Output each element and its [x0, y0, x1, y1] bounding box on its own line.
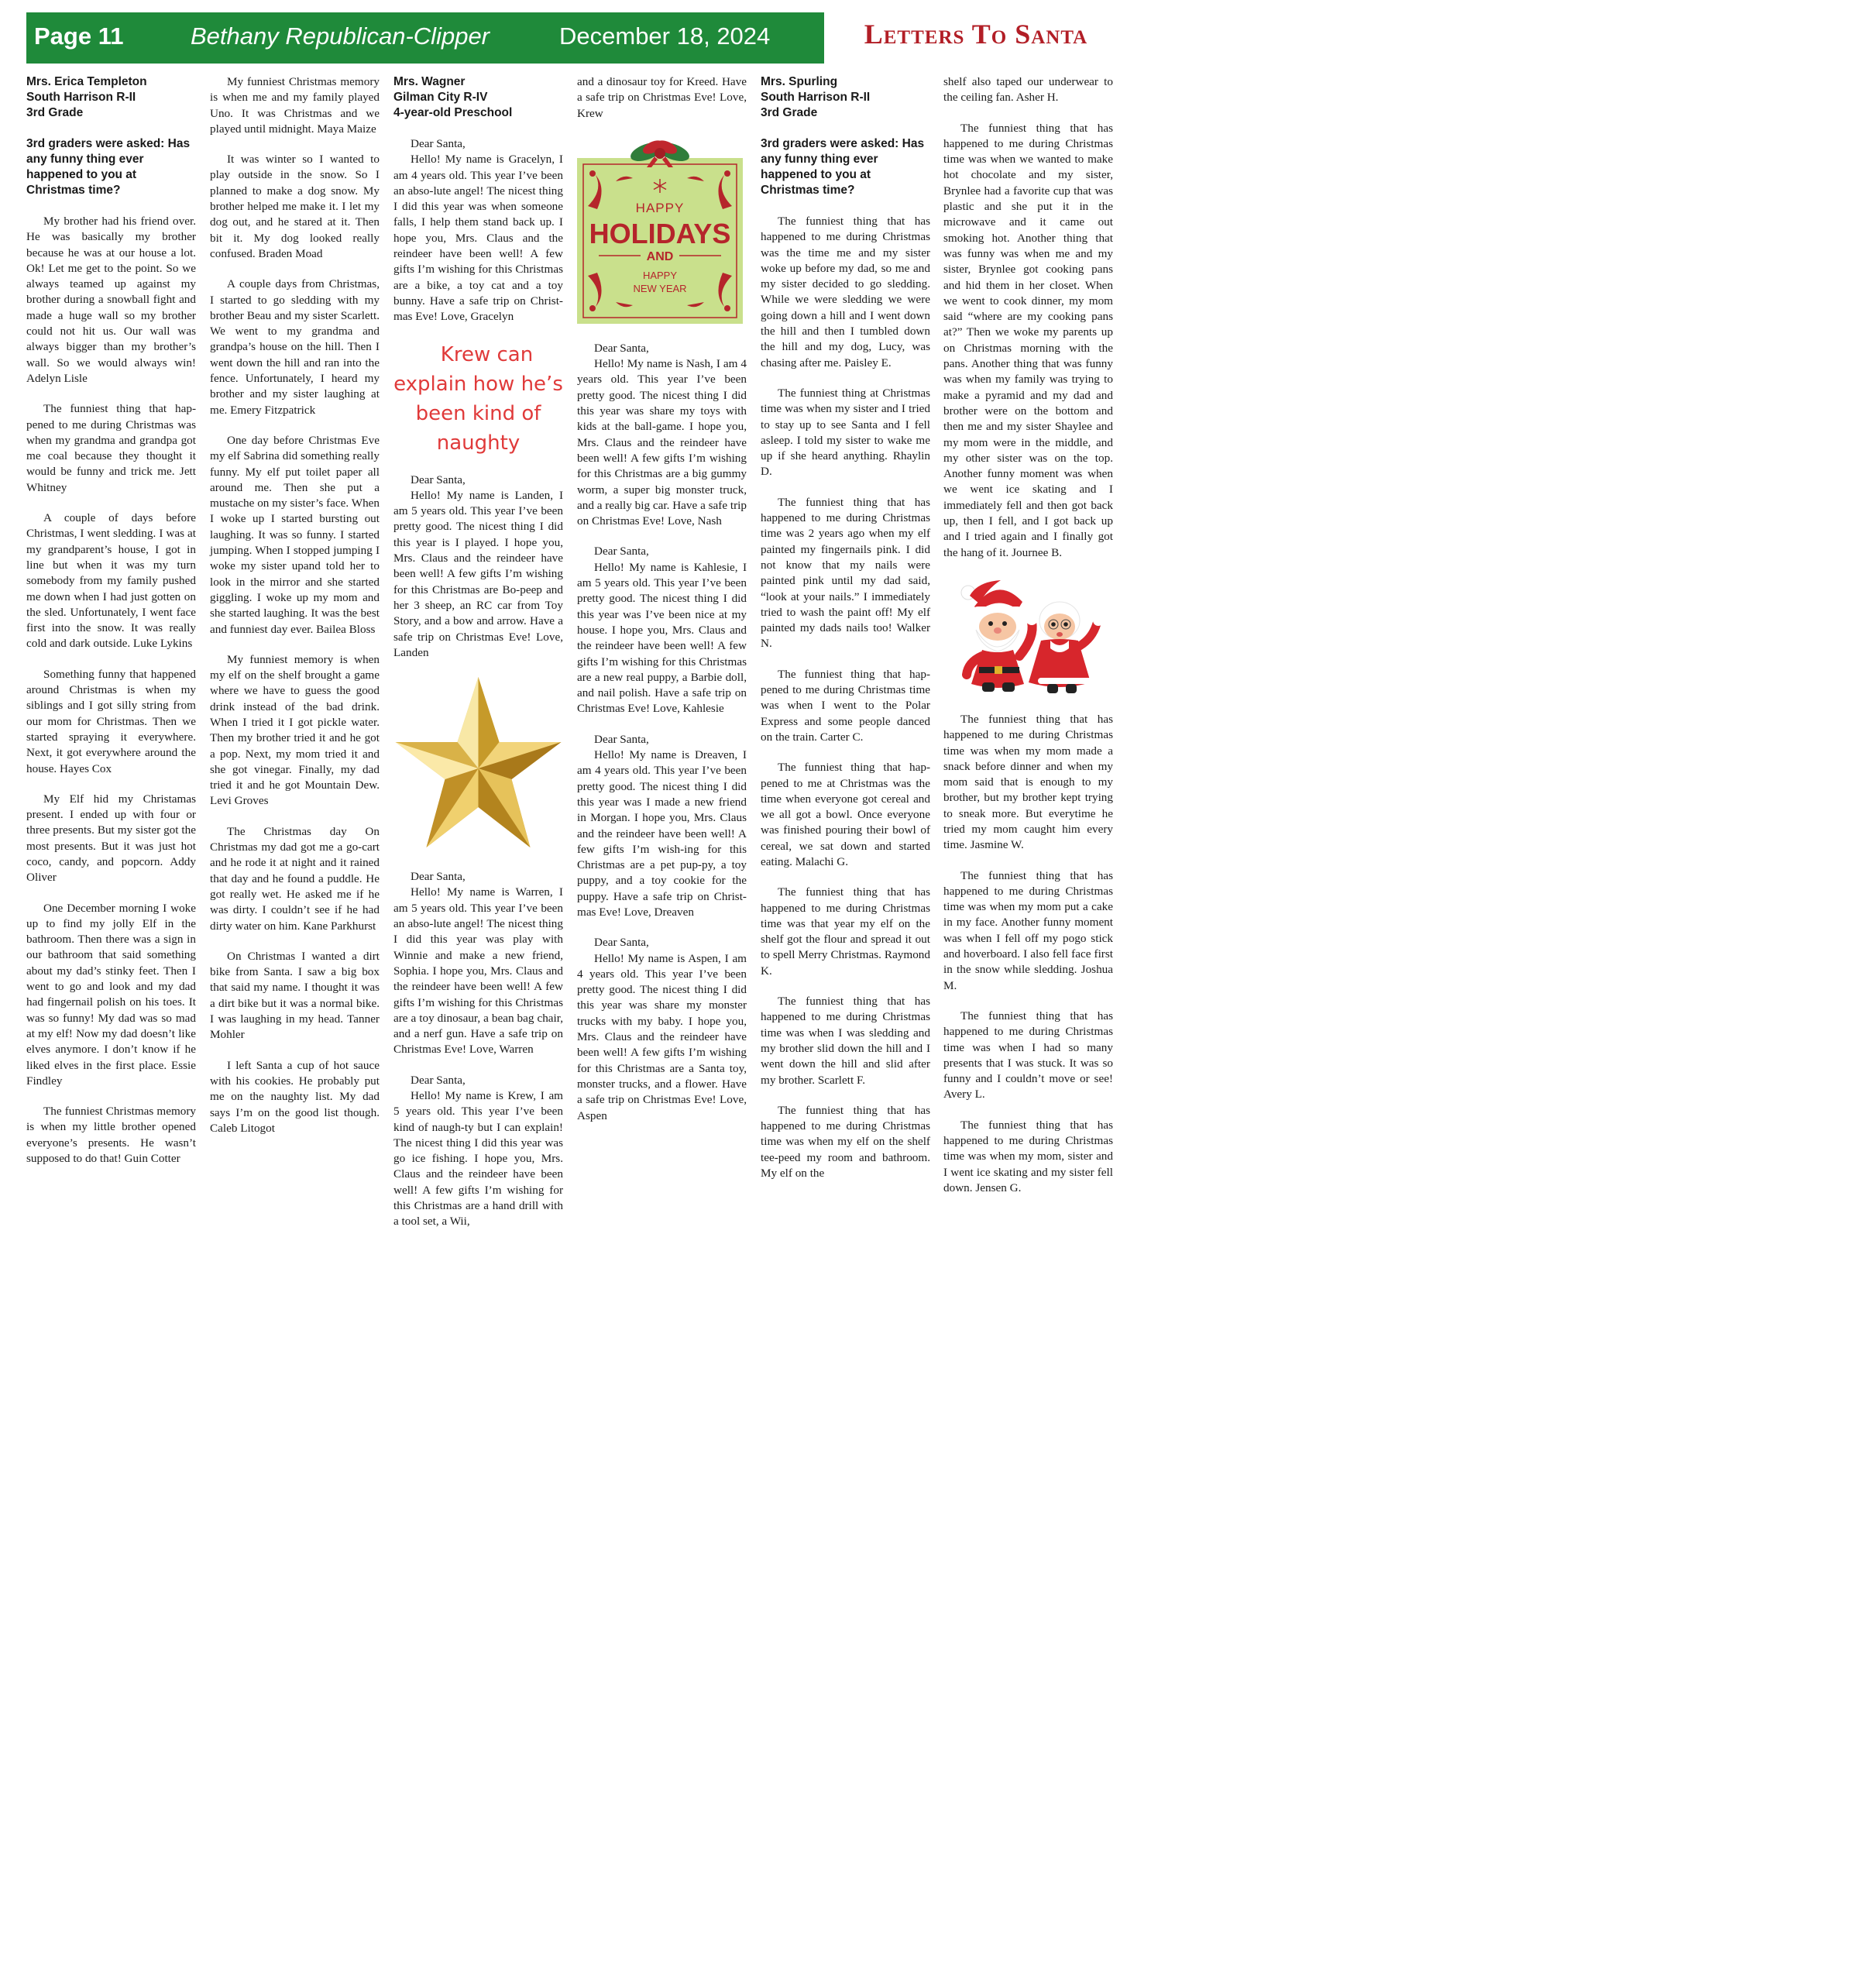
- grade-label: 3rd Grade: [26, 106, 84, 119]
- letter-continuation: shelf also taped our underwear to the ceiling fan. Asher H.: [943, 75, 1113, 105]
- column-4: [577, 74, 747, 1139]
- letter: My funniest memory is when my elf on the shelf brought a game where we have to guess the good drink instead of the bad drink. When I tried it I got pickle water. Then my brother tried it and he got a pop. Next, my mom tried it and she got vinegar. Finally, my dad tried it and he got Mountain Dew. Levi Groves: [210, 652, 380, 808]
- letter: The funniest thing that has happened to me during Christmas time was 2 years ago when my elf painted my fingernails pink. I did not know that my nails were painted pink until my dad said, “look at your nails.” I immediately tried to wash the paint off! My elf painted my dads nails too! Walker N.: [761, 495, 930, 651]
- column-6: [943, 74, 1113, 1211]
- letter-body: Hello! My name is Landen, I am 5 years old. This year I’ve been pretty good. The nicest thing I did this year is I played. I hope you, Mrs. Claus and the reindeer have been well! A few gifts I’m wishing for this Christmas are Bo-peep and her 3 sheep, an RC car from Toy Story, and a bow and arrow. Have a safe trip on Christmas Eve! Love, Landen: [393, 488, 563, 659]
- letter: The funniest thing that has happened to me during Christmas time was when I was sledding and my brother slid down the hill and I went down the hill and slid after my brother. Scarlett F.: [761, 995, 930, 1087]
- letter-greeting: Dear Santa,: [411, 137, 466, 150]
- letter: The funniest thing at Christmas time was when my sister and I tried to stay up to see Santa and I fell asleep. I told my sister to wake me up if she heard anything. Rhaylin D.: [761, 386, 930, 479]
- letter-body: Hello! My name is Nash, I am 4 years old. This year I’ve been pretty good. The nicest thing I did this year was share my toys with kids at the ball-game. I hope you, Mrs. Claus and the reindeer have been well! A few gifts I’m wishing for this Christmas are a big gummy worm, a super big monster truck, and a really big car. Have a safe trip on Christmas Eve! Love, Nash: [577, 357, 747, 528]
- santa-and-mrs-claus-icon: [951, 576, 1106, 698]
- letter-body: Hello! My name is Kahlesie, I am 5 years old. This year I’ve been pretty good. The nicest thing I did this year was I’ve been nice at my house. I hope you, Mrs. Claus and the reindeer have been well! A few gifts I’m wishing for this Christmas are a new real puppy, a Barbie doll, and nail polish. Have a safe trip on Christmas Eve! Love, Kahlesie: [577, 560, 747, 716]
- letter: The funniest Christmas memory is when my little brother opened everyone’s presents. He wasn’t supposed to do that! Guin Cotter: [26, 1105, 196, 1166]
- class-header: [761, 74, 930, 121]
- column-1: [26, 74, 196, 1181]
- column-3: [393, 74, 563, 1245]
- handwritten-note: Krew can explain how he’s been kind of naughty: [393, 342, 563, 455]
- letter: A couple days from Christmas, I started to go sledding with my brother Beau and my sister Scarlett. We went to my grandma and grandpa’s house on the hill. Then I went down the hill and ran into the fence. Unfortunately, I heard my brother and my sister laughing at me. Emery Fitzpatrick: [210, 277, 380, 417]
- letter: The funniest thing that has happened to me during Christmas time was when I had so many presents that I was stuck. It was so funny and I couldn’t move or see! Avery L.: [943, 1009, 1113, 1101]
- letter-greeting: Dear Santa,: [411, 870, 466, 884]
- letter: The funniest thing that has happened to me during Christmas time was that year my elf on the shelf got the flour and spread it out to spell Merry Christmas. Raymond K.: [761, 885, 930, 978]
- gold-star-icon: [393, 675, 563, 855]
- school-name: Gilman City R-IV: [393, 91, 488, 104]
- teacher-name: Mrs. Wagner: [393, 75, 466, 88]
- grade-label: 4-year-old Preschool: [393, 106, 513, 119]
- issue-date: December 18, 2024: [559, 22, 771, 50]
- school-name: South Harrison R-II: [26, 91, 136, 104]
- letter-body: Hello! My name is Krew, I am 5 years old. This year I’ve been kind of naugh-ty but I can explain! The nicest thing I did this year was go ice fishing. I hope you, Mrs. Claus and the reindeer have been well! A few gifts I’m wishing for this Christmas are a hand drill with a tool set, a Wii,: [393, 1088, 563, 1229]
- school-name: South Harrison R-II: [761, 91, 871, 104]
- prompt-question: 3rd graders were asked: Has any funny thing ever happened to you at Christmas time?: [26, 137, 191, 197]
- letter-continuation: and a dinosaur toy for Kreed. Have a safe trip on Christmas Eve! Love, Krew: [577, 75, 747, 120]
- letter: A couple of days before Christmas, I went sledding. I was at my grandparent’s house, I got in line but when it was my turn somebody from my family pushed me down when I had just gotten on the sled. Unfortunately, I went face first into the snow. It was really cold and dark outside. Luke Lykins: [26, 511, 196, 651]
- letter: The funniest thing that has happened to me during Christmas time was when my elf on the shelf tee-peed my room and bathroom. My elf on the: [761, 1103, 930, 1181]
- letter: The funniest thing that happened to me during Christmas was when my grandma and grandpa got me coal because they thought it would be funny and trick me. Jett Whitney: [26, 402, 196, 494]
- letter: I left Santa a cup of hot sauce with his cookies. He probably put me on the naughty list. My dad says I’m on the good list though. Caleb Litogot: [210, 1058, 380, 1135]
- letter: My brother had his friend over. He was basically my brother because he was at our house a lot. Ok! Let me get to the point. So we always teamed up against my brother during a snowball fight and made a huge wall so my brother could not hit us. Our wall was always bigger than my brother’s wall. So we would always win! Adelyn Lisle: [26, 215, 196, 385]
- column-2: [210, 74, 380, 1151]
- letter-greeting: Dear Santa,: [594, 341, 649, 355]
- letter-body: Hello! My name is Dreaven, I am 4 years old. This year I’ve been pretty good. The nicest thing I did this year was I made a new friend in Morgan. I hope you, Mrs. Claus and the reindeer have been well! A few gifts I’m wish-ing for this Christmas are a pet pup-py, a toy puppy, and a toy cookie for the puppy. Have a safe trip on Christ-mas Eve! Love, Dreaven: [577, 748, 747, 919]
- happy-holidays-graphic: [577, 136, 743, 324]
- graphic-text-new-year: NEW YEAR: [633, 282, 687, 294]
- teacher-name: Mrs. Erica Templeton: [26, 75, 147, 88]
- letter: The funniest thing that has happened to me during Christmas time was when we wanted to make hot chocolate and my sister, Brynlee had a favorite cup that was plastic and she put it in the microwave and it came out smoking hot. Another thing that was funny was when me and my sister, Brynlee got cooking pans and hid them in her closet. When we went to cook dinner, my mom said “where are my cooking pans at?” Then we woke my parents up on Christmas morning with the pans. Another thing that was funny was when my family was trying to make a pyramid and my dad and brother were on the bottom and then me and my sister Shaylee and my mom were in the middle, and my other sister was on the top. Another funny moment was when we went ice skating and I immediately fell and then got back up, then I fell, and I got back up and I tried again and I finally got the hang of it. Journee B.: [943, 121, 1113, 559]
- letter-body: Hello! My name is Warren, I am 5 years old. This year I’ve been an abso-lute angel! The nicest thing I did this year was play with Winnie and make a new friend, Sophia. I hope you, Mrs. Claus and the reindeer have been well! A few gifts I’m wishing for this Christmas are a toy dinosaur, a bean bag chair, and a nerf gun. Have a safe trip on Christmas Eve! Love, Warren: [393, 885, 563, 1057]
- letter: My funniest Christmas memory is when me and my family played Uno. It was Christmas and we played until midnight. Maya Maize: [210, 75, 380, 136]
- letter: The funniest thing that has happened to me during Christmas was the time me and my sister woke up before my dad, so me and my sister decided to go sledding. While we were sledding we were going down a hill and I went down the hill and then I tumbled down the hill and my dog, Lucy, was chasing after me. Paisley E.: [761, 215, 930, 369]
- prompt-question: 3rd graders were asked: Has any funny thing ever happened to you at Christmas time?: [761, 137, 925, 197]
- class-header: [393, 74, 563, 121]
- letter-greeting: Dear Santa,: [594, 545, 649, 558]
- letter: The funniest thing that has happened to me during Christmas time was when my mom made a snack before dinner and when my mom said that is enough to my brother, but my brother kept trying to sneak more. But everytime he tried my mom caught him every time. Jasmine W.: [943, 712, 1113, 852]
- letter-greeting: Dear Santa,: [411, 473, 466, 486]
- letter-greeting: Dear Santa,: [411, 1073, 466, 1087]
- section-title: Letters To Santa: [864, 19, 1088, 50]
- letter: One December morning I woke up to find my jolly Elf in the bathroom. Then there was a sign in our bathroom that said something about my dad’s stinky feet. Then I went to go and look and my dad had fingernail polish on his toes. It was so funny! My dad was so mad at my elf! Now my dad doesn’t like elves anymore. I don’t know if he liked elves in the first place. Essie Findley: [26, 901, 196, 1088]
- graphic-text-holidays: HOLIDAYS: [589, 217, 731, 249]
- letter: Something funny that happened around Christmas is when my siblings and I got silly string from our mom for Christmas. Then we started spraying it everywhere. Next, it got everywhere around the house. Hayes Cox: [26, 667, 196, 775]
- letter-greeting: Dear Santa,: [594, 936, 649, 950]
- letter-body: Hello! My name is Gracelyn, I am 4 years old. This year I’ve been an abso-lute angel! The nicest thing I did this year was when someone falls, I help them stand back up. I hope you, Mrs. Claus and the reindeer have been well! A few gifts I’m wishing for this Christmas are a bike, a toy cat and a toy bunny. Have a safe trip on Christ-mas Eve! Love, Gracelyn: [393, 153, 563, 324]
- header-banner: [26, 12, 824, 64]
- letter: One day before Christmas Eve my elf Sabrina did something really funny. My elf put toilet paper all around me. Then she put a mustache on my sister’s face. When I woke up I started bursting out laughing. It was so funny. I started jumping. When I stopped jumping I woke my sister upand told her to look in the mirror and she started giggling. I woke up my mom and she started laughing. It was the best and funniest day ever. Bailea Bloss: [210, 433, 380, 636]
- page-number: Page 11: [34, 22, 124, 50]
- grade-label: 3rd Grade: [761, 106, 818, 119]
- letter: The funniest thing that has happened to me during Christmas time was when my mom, sister and I went ice skating and my sister fell down. Jensen G.: [943, 1118, 1113, 1194]
- letter: The Christmas day On Christmas my dad got me a go-cart and he rode it at night and it rained that day and he found a puddle. He got really wet. He asked me if he was dirty. I couldn’t see if he had dirty water on him. Kane Parkhurst: [210, 824, 380, 933]
- newspaper-name: Bethany Republican-Clipper: [191, 22, 490, 50]
- letter-body: Hello! My name is Aspen, I am 4 years old. This year I’ve been pretty good. The nicest thing I did this year was share my monster trucks with my baby. I hope you, Mrs. Claus and the reindeer have been well! A few gifts I’m wishing for this Christmas are a Santa toy, monster trucks, and a flower. Have a safe trip on Christmas Eve! Love, Aspen: [577, 951, 747, 1122]
- letter-greeting: Dear Santa,: [594, 732, 649, 746]
- class-header: [26, 74, 196, 121]
- letter: The funniest thing that has happened to me during Christmas time was when my mom put a cake in my face. Another funny moment was when I fell off my pogo stick and hoverboard. I also fell face first in the snow while sledding. Joshua M.: [943, 868, 1113, 992]
- graphic-text-and: AND: [646, 249, 674, 263]
- letter: On Christmas I wanted a dirt bike from Santa. I saw a big box that said my name. I thought it was a dirt bike but it was a normal bike. I was laughing in my head. Tanner Mohler: [210, 949, 380, 1042]
- graphic-text-happy-2: HAPPY: [642, 269, 678, 281]
- column-5: [761, 74, 930, 1196]
- letter: The funniest thing that happened to me during Christmas time was when I went to the Polar Express and some people danced on the train. Carter C.: [761, 667, 930, 744]
- letter: My Elf hid my Christamas present. I ended up with four or three presents. But my sister got the most presents. But it was just hot coco, candy, and popcorn. Addy Oliver: [26, 792, 196, 885]
- letter: It was winter so I wanted to play outside in the snow. So I planned to make a dog snow. My brother helped me make it. I let my dog out, and he stared at it. Then bit it. My dog looked really confused. Braden Moad: [210, 153, 380, 260]
- graphic-text-happy: HAPPY: [635, 200, 685, 215]
- teacher-name: Mrs. Spurling: [761, 75, 838, 88]
- letter: The funniest thing that happened to me at Christmas was the time when everyone got cereal and we all got a bowl. Once everyone was finished pouring their bowl of cereal, we sat down and started eating. Malachi G.: [761, 761, 930, 868]
